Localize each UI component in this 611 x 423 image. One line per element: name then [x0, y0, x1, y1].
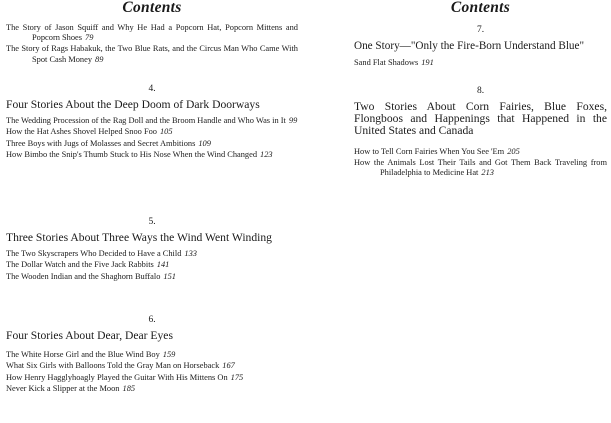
section-number: 5. — [148, 217, 156, 227]
story-entry — [354, 58, 607, 68]
story-title: The White Horse Girl and the Blue Wind Boy — [6, 350, 160, 360]
story-page-number: 105 — [159, 127, 173, 137]
story-entry — [6, 361, 298, 371]
section-8 — [354, 86, 607, 179]
story-page-number: 99 — [288, 116, 298, 126]
story-title: How to Tell Corn Fairies When You See 'Em — [354, 146, 505, 156]
story-entry — [6, 350, 298, 360]
story-entry — [6, 249, 298, 259]
story-title: The Story of Jason Squiff and Why He Had a Popcorn Hat, Popcorn Mittens and Popcorn Shoes — [6, 23, 298, 43]
right-page — [354, 0, 607, 423]
story-title: The Two Skyscrapers Who Decided to Have a Child — [6, 249, 182, 259]
story-page-number: 205 — [507, 146, 520, 156]
story-title: The Wedding Procession of the Rag Doll and the Broom Handle and Who Was in It — [6, 116, 286, 126]
story-page-number: 123 — [260, 149, 273, 159]
section-title: One Story—"Only the Fire-Born Understand Blue" — [354, 40, 585, 52]
story-title: Never Kick a Slipper at the Moon — [6, 383, 120, 393]
story-title: Three Boys with Jugs of Molasses and Secret Ambitions — [6, 138, 196, 148]
story-page-number: 159 — [162, 350, 176, 360]
story-title: How the Animals Lost Their Tails and Got Them Back Traveling from Philadelphia to Medicine Hat — [354, 157, 607, 178]
story-entry — [6, 260, 298, 270]
story-title: Sand Flat Shadows — [354, 58, 419, 68]
story-title: The Story of Rags Habakuk, the Two Blue Rats, and the Circus Man Who Came With Spot Cash Money — [6, 44, 298, 64]
section-4 — [6, 84, 298, 161]
section-number: 6. — [148, 315, 156, 325]
section-5 — [6, 217, 298, 283]
story-page-number: 79 — [85, 33, 94, 43]
story-entry — [6, 150, 298, 160]
contents-heading: Contents — [450, 0, 511, 16]
story-page-number: 109 — [198, 138, 211, 148]
story-title: How Henry Hagglyhoagly Played the Guitar With His Mittens On — [6, 372, 228, 382]
story-page-number: 191 — [421, 58, 434, 68]
story-page-number: 167 — [222, 361, 235, 371]
section-number: 4. — [148, 84, 156, 94]
story-title: The Wooden Indian and the Shaghorn Buffalo — [6, 271, 161, 281]
story-page-number: 185 — [122, 383, 136, 393]
section-6 — [6, 315, 298, 395]
section-title: Two Stories About Corn Fairies, Blue Foxes, Flongboos and Happenings that Happened in the United States and Canada — [354, 100, 607, 138]
left-page — [6, 0, 298, 423]
story-entry — [354, 147, 607, 157]
section-title: Three Stories About Three Ways the Wind Went Winding — [6, 231, 272, 244]
story-entry — [6, 44, 298, 64]
section-title: Four Stories About the Deep Doom of Dark Doorways — [6, 98, 260, 111]
story-entry — [6, 127, 298, 137]
intro-stories — [6, 23, 298, 66]
section-number: 7. — [476, 25, 485, 35]
story-title: How Bimbo the Snip's Thumb Stuck to His Nose When the Wind Changed — [6, 149, 258, 159]
story-page-number: 151 — [163, 271, 176, 281]
story-entry — [6, 272, 298, 282]
story-entry — [6, 373, 298, 383]
story-entry — [6, 139, 298, 149]
section-number: 8. — [476, 86, 485, 96]
story-entry — [6, 384, 298, 394]
story-entry — [6, 116, 298, 126]
story-title: The Dollar Watch and the Five Jack Rabbits — [6, 260, 154, 270]
story-page-number: 175 — [230, 372, 244, 382]
story-entry — [354, 158, 607, 178]
section-7 — [354, 25, 607, 69]
story-title: What Six Girls with Balloons Told the Gray Man on Horseback — [6, 361, 220, 371]
story-page-number: 89 — [95, 54, 104, 64]
section-title: Four Stories About Dear, Dear Eyes — [6, 329, 173, 342]
contents-heading: Contents — [122, 0, 182, 16]
story-entry — [6, 23, 298, 43]
story-title: How the Hat Ashes Shovel Helped Snoo Foo — [6, 127, 157, 137]
story-page-number: 141 — [156, 260, 170, 270]
story-page-number: 213 — [481, 168, 494, 178]
story-page-number: 133 — [184, 249, 197, 259]
